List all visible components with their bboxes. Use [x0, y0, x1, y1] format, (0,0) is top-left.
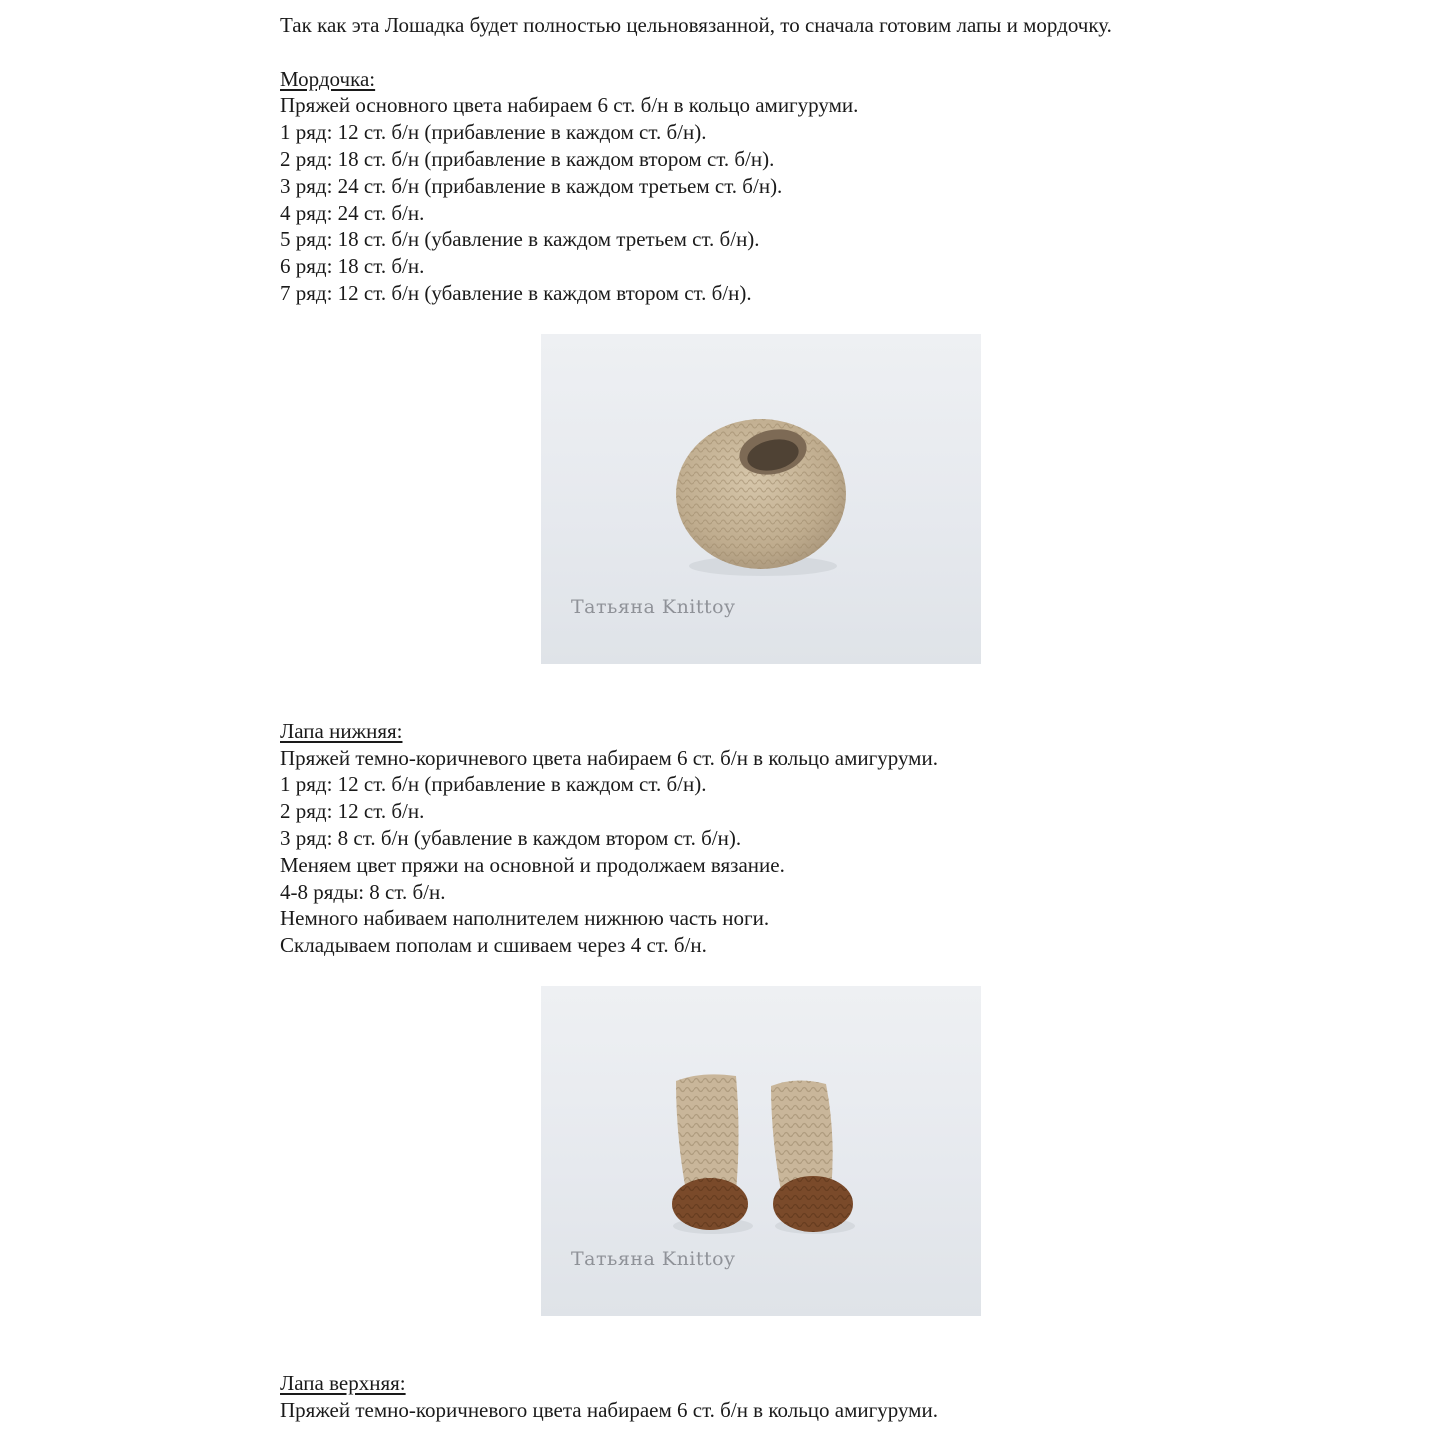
section-heading-upper-leg: Лапа верхняя:: [280, 1370, 406, 1395]
pattern-line: Немного набиваем наполнителем нижнюю часть ноги.: [280, 906, 770, 931]
intro-text: Так как эта Лошадка будет полностью цельновязанной, то сначала готовим лапы и мордочку.: [280, 13, 1112, 37]
pattern-line: 1 ряд: 12 ст. б/н (прибавление в каждом ст. б/н).: [280, 772, 707, 797]
pattern-line: 1 ряд: 12 ст. б/н (прибавление в каждом ст. б/н).: [280, 120, 707, 145]
pattern-line: 2 ряд: 12 ст. б/н.: [280, 799, 425, 824]
pattern-line: 5 ряд: 18 ст. б/н (убавление в каждом третьем ст. б/н).: [280, 227, 760, 252]
pattern-line: 3 ряд: 24 ст. б/н (прибавление в каждом третьем ст. б/н).: [280, 173, 783, 198]
pattern-line: Пряжей основного цвета набираем 6 ст. б/н в кольцо амигуруми.: [280, 93, 859, 118]
pattern-line: 2 ряд: 18 ст. б/н (прибавление в каждом втором ст. б/н).: [280, 146, 775, 171]
pattern-line: Складываем пополам и сшиваем через 4 ст. б/н.: [280, 933, 707, 958]
photo-watermark: Татьяна Knittoy: [571, 595, 736, 618]
pattern-line: 3 ряд: 8 ст. б/н (убавление в каждом втором ст. б/н).: [280, 825, 742, 850]
pattern-line: 4-8 ряды: 8 ст. б/н.: [280, 879, 446, 904]
photo-watermark: Татьяна Knittoy: [571, 1247, 736, 1270]
document-page: [280, 12, 1280, 1424]
pattern-line: 6 ряд: 18 ст. б/н.: [280, 254, 425, 279]
pattern-line: Пряжей темно-коричневого цвета набираем 6 ст. б/н в кольцо амигуруми.: [280, 745, 938, 770]
pattern-line: Меняем цвет пряжи на основной и продолжаем вязание.: [280, 852, 785, 877]
section-heading-muzzle: Мордочка:: [280, 66, 376, 91]
legs-photo: [541, 986, 981, 1316]
section-heading-lower-leg: Лапа нижняя:: [280, 718, 403, 743]
pattern-line: 7 ряд: 12 ст. б/н (убавление в каждом втором ст. б/н).: [280, 280, 752, 305]
muzzle-photo: [541, 334, 981, 664]
pattern-line: Пряжей темно-коричневого цвета набираем 6 ст. б/н в кольцо амигуруми.: [280, 1397, 938, 1422]
pattern-line: 4 ряд: 24 ст. б/н.: [280, 200, 425, 225]
